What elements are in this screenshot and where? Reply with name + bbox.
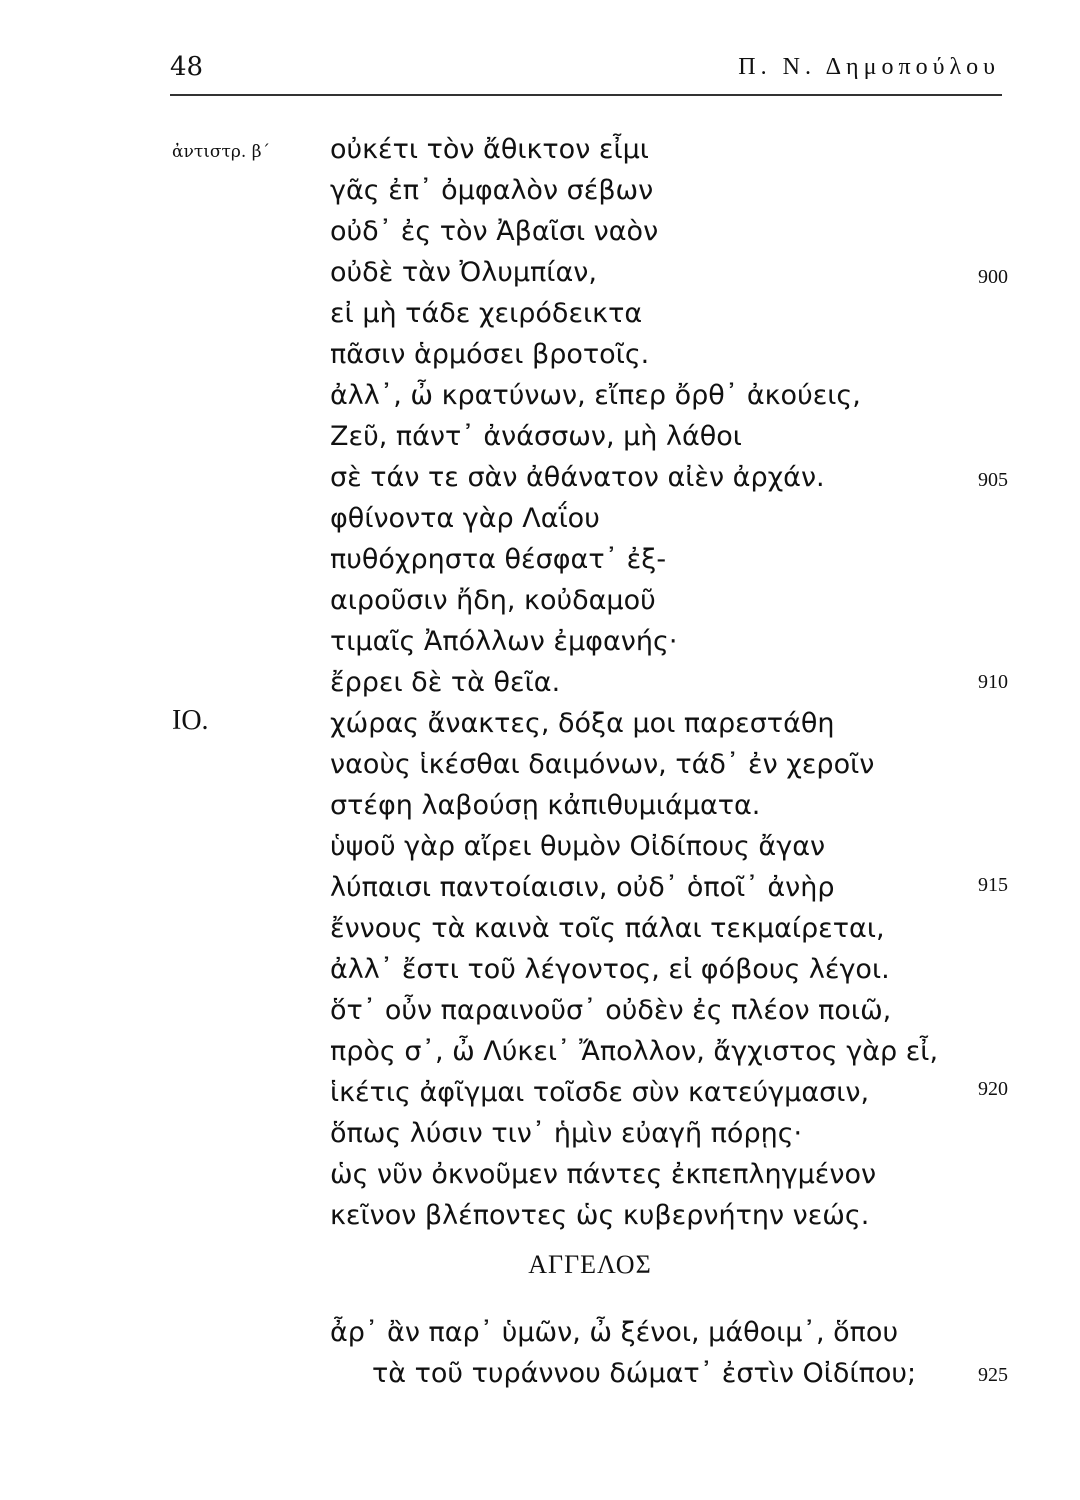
verse-line: ἱκέτις ἀφῖγμαι τοῖσδε σὺν κατεύγμασιν, — [330, 1077, 870, 1108]
verse-line: ὑψοῦ γὰρ αἴρει θυμὸν Οἰδίπους ἄγαν — [330, 831, 826, 862]
verse-line: λύπαισι παντοίαισιν, οὐδ᾽ ὁποῖ᾽ ἀνὴρ — [330, 872, 835, 903]
verse-line: κεῖνον βλέποντες ὡς κυβερνήτην νεώς. — [330, 1200, 870, 1231]
verse-line: τιμαῖς Ἀπόλλων ἐμφανής· — [330, 626, 678, 657]
line-number: 920 — [978, 1078, 1008, 1100]
verse-line: οὐκέτι τὸν ἄθικτον εἶμι — [330, 134, 649, 165]
line-number: 925 — [978, 1364, 1008, 1386]
verse-line: γᾶς ἐπ᾽ ὀμφαλὸν σέβων — [330, 175, 654, 206]
verse-line: ὅτ᾽ οὖν παραινοῦσ᾽ οὐδὲν ἐς πλέον ποιῶ, — [330, 995, 892, 1026]
stanza-label: ἀντιστρ. β΄ — [172, 142, 271, 162]
verse-line: Ζεῦ, πάντ᾽ ἀνάσσων, μὴ λάθοι — [330, 421, 742, 452]
verse-line: οὐδὲ τὰν Ὀλυμπίαν, — [330, 257, 597, 288]
verse-line: ναοὺς ἱκέσθαι δαιμόνων, τάδ᾽ ἐν χεροῖν — [330, 749, 875, 780]
verse-line: ἔρρει δὲ τὰ θεῖα. — [330, 667, 561, 698]
verse-line: φθίνοντα γὰρ Λαΐου — [330, 503, 600, 534]
verse-line: ὅπως λύσιν τιν᾽ ἡμὶν εὐαγῆ πόρῃς· — [330, 1118, 803, 1149]
verse-line: πᾶσιν ἁρμόσει βροτοῖς. — [330, 339, 650, 370]
verse-line: οὐδ᾽ ἐς τὸν Ἀβαῖσι ναὸν — [330, 216, 659, 247]
running-head-author: Π. Ν. Δημοπούλου — [738, 54, 1000, 80]
line-number: 900 — [978, 266, 1008, 288]
verse-line: ἔννους τὰ καινὰ τοῖς πάλαι τεκμαίρεται, — [330, 913, 885, 944]
verse-line: πρὸς σ᾽, ὦ Λύκει᾽ Ἄπολλον, ἄγχιστος γὰρ εἶ, — [330, 1036, 939, 1067]
section-heading-angelos: ΑΓΓΕΛΟΣ — [528, 1250, 652, 1279]
verse-line: ἆρ᾽ ἂν παρ᾽ ὑμῶν, ὦ ξένοι, μάθοιμ᾽, ὅπου — [330, 1317, 899, 1348]
page-number: 48 — [170, 52, 204, 82]
verse-line: αιροῦσιν ἤδη, κοὐδαμοῦ — [330, 585, 656, 616]
verse-line: εἰ μὴ τάδε χειρόδεικτα — [330, 298, 643, 329]
verse-line: τὰ τοῦ τυράννου δώματ᾽ ἐστὶν Οἰδίπου; — [372, 1358, 917, 1389]
verse-line: χώρας ἄνακτες, δόξα μοι παρεστάθη — [330, 708, 835, 739]
line-number: 915 — [978, 874, 1008, 896]
verse-line: ἀλλ᾽ ἔστι τοῦ λέγοντος, εἰ φόβους λέγοι. — [330, 954, 890, 985]
line-number: 905 — [978, 469, 1008, 491]
line-number: 910 — [978, 671, 1008, 693]
verse-line: ἀλλ᾽, ὦ κρατύνων, εἴπερ ὄρθ᾽ ἀκούεις, — [330, 380, 861, 411]
speaker-label-io: ΙΟ. — [172, 705, 209, 736]
verse-line: σὲ τάν τε σὰν ἀθάνατον αἰὲν ἀρχάν. — [330, 462, 825, 493]
verse-line: στέφη λαβούσῃ κἀπιθυμιάματα. — [330, 790, 761, 821]
header-rule — [170, 94, 1002, 96]
verse-line: πυθόχρηστα θέσφατ᾽ ἐξ- — [330, 544, 667, 575]
verse-line: ὡς νῦν ὀκνοῦμεν πάντες ἐκπεπληγμένον — [330, 1159, 877, 1190]
